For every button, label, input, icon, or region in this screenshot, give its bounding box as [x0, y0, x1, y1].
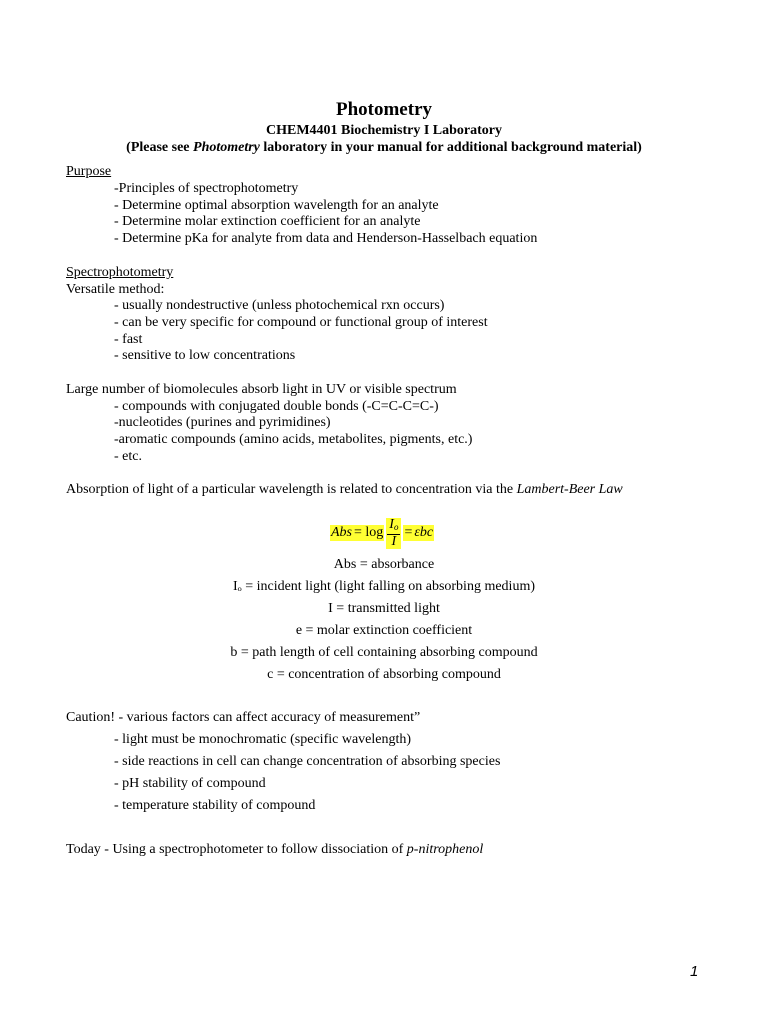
caution-item: - pH stability of compound — [114, 776, 266, 791]
purpose-item: - Determine molar extinction coefficient for an analyte — [114, 214, 421, 229]
biomolecules-item: -aromatic compounds (amino acids, metabolites, pigments, etc.) — [114, 432, 473, 447]
absorption-text: Absorption of light of a particular wavelength is related to concentration via the Lambert-Beer Law — [66, 482, 623, 497]
caution-item: - light must be monochromatic (specific wavelength) — [114, 732, 412, 747]
formula-log: = log — [354, 525, 384, 540]
spectro-item: - sensitive to low concentrations — [114, 348, 296, 363]
formula-numerator-sub: o — [393, 521, 399, 532]
spectro-item: - usually nondestructive (unless photochemical rxn occurs) — [114, 298, 445, 313]
formula-denominator: I — [391, 533, 397, 549]
lambert-beer-formula — [330, 515, 434, 551]
today-text: Today - Using a spectrophotometer to follow dissociation of p-nitrophenol — [66, 842, 484, 857]
biomolecules-intro: Large number of biomolecules absorb light in UV or visible spectrum — [66, 382, 457, 397]
definition-line: Abs = absorbance — [333, 557, 435, 572]
formula-fraction — [386, 518, 401, 549]
formula-lhs: Abs — [331, 525, 352, 540]
spectro-intro: Versatile method: — [66, 282, 165, 297]
biomolecules-item: - compounds with conjugated double bonds (-C=C-C=C-) — [114, 399, 439, 414]
spectro-item: - can be very specific for compound or functional group of interest — [114, 315, 488, 330]
definition-line: e = molar extinction coefficient — [295, 623, 473, 638]
formula-numerator: I — [389, 516, 394, 532]
biomolecules-item: - etc. — [114, 449, 142, 464]
caution-item: - temperature stability of compound — [114, 798, 316, 813]
spectro-heading: Spectrophotometry — [66, 265, 174, 280]
definition-line: c = concentration of absorbing compound — [267, 667, 501, 682]
definition-line: I = transmitted light — [328, 601, 440, 616]
course-title: CHEM4401 Biochemistry I Laboratory — [265, 123, 503, 138]
purpose-item: - Determine pKa for analyte from data and Henderson-Hasselbach equation — [114, 231, 538, 246]
formula-rhs: εbc — [414, 525, 434, 540]
page-title: Photometry — [335, 99, 433, 120]
definition-line: Iₒ = incident light (light falling on absorbing medium) — [233, 579, 535, 594]
purpose-item: - Determine optimal absorption wavelength for an analyte — [114, 198, 439, 213]
purpose-item: -Principles of spectrophotometry — [114, 181, 299, 196]
spectro-item: - fast — [114, 332, 143, 347]
background-note: (Please see Photometry laboratory in your manual for additional background material) — [126, 140, 642, 155]
purpose-heading: Purpose — [66, 164, 112, 179]
page-number: 1 — [690, 963, 699, 980]
caution-item: - side reactions in cell can change concentration of absorbing species — [114, 754, 501, 769]
formula-equals: = — [404, 525, 413, 540]
caution-intro: Caution! - various factors can affect accuracy of measurement” — [66, 710, 421, 725]
biomolecules-item: -nucleotides (purines and pyrimidines) — [114, 415, 331, 430]
definition-line: b = path length of cell containing absorbing compound — [230, 645, 538, 660]
